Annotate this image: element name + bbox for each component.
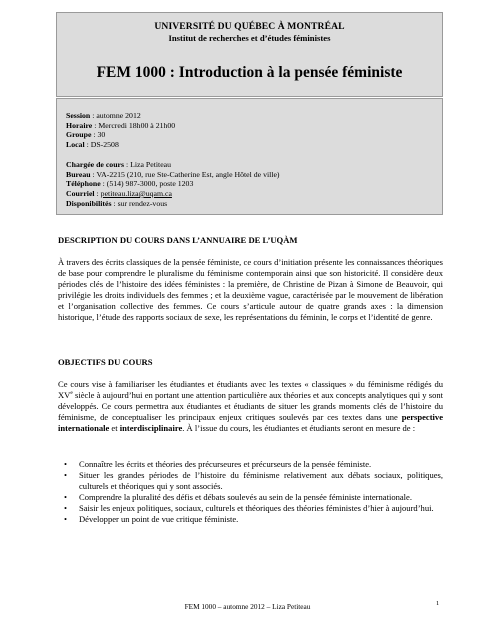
perspective-internationale: perspective internationale	[58, 411, 443, 433]
groupe-value: : 30	[91, 130, 106, 140]
interdisciplinaire: interdisciplinaire	[119, 422, 183, 433]
description-paragraph: À travers des écrits classiques de la pensée féministe, ce cours d’initiation présente les connaissances théoriques de base pour comprendre le pluralisme du féminisme contemporain ainsi que son historicité. Il considère deux périodes clés de l’histoire des idées féministes : la première, de Christine de Pizan à Simone de Beauvoir, qui privilégie les droits individuels des femmes ; et la deuxième vague, caractérisée par le mouvement de libération et l’organisation collective des femmes. Ce cours s’articule autour de quatre grands axes : la dimension historique, l’étude des rapports sociaux de sexe, les représentations du féminin, le corps et l’identité de genre.	[58, 257, 443, 322]
list-item-text: Connaître les écrits et théories des précurseures et précurseurs de la pensée féministe.	[79, 459, 372, 469]
list-item	[58, 470, 443, 492]
objectives-intro-part2: siècle à aujourd’hui en portant une attention particulière aux théories et aux concepts analytiques qui y sont développés. Ce cours permettra aux étudiantes et étudiants de situer les grands moments clés de l’histoire du féminisme, de conceptualiser les principaux enjeux critiques soulevés par ces textes dans une	[58, 389, 443, 422]
session-label: Session	[66, 111, 91, 120]
bureau-value: : VA-2215 (210, rue Ste-Catherine Est, angle Hôtel de ville)	[90, 169, 280, 179]
bullet-icon: •	[64, 513, 67, 524]
dispo-value: : sur rendez-vous	[111, 198, 168, 208]
chargee-label: Chargée de cours	[66, 159, 125, 169]
bullet-icon: •	[64, 469, 67, 480]
university-name: UNIVERSITÉ DU QUÉBEC À MONTRÉAL	[154, 21, 345, 32]
list-item	[58, 503, 443, 514]
list-item-text: Saisir les enjeux politiques, sociaux, culturels et théoriques des théories féministes d’hier à aujourd’hui.	[79, 502, 434, 513]
horaire-value: : Mercredi 18h00 à 21h00	[92, 120, 176, 130]
dispo-line	[66, 199, 442, 209]
objectives-heading: OBJECTIFS DU COURS	[58, 357, 153, 367]
email-link[interactable]: petiteau.liza@uqam.ca	[100, 188, 172, 198]
bullet-icon: •	[64, 459, 67, 469]
dispo-label: Disponibilités	[66, 198, 112, 208]
course-info-box	[56, 98, 443, 215]
objectives-intro-part4: . À l’issue du cours, les étudiantes et étudiants seront en mesure de :	[182, 422, 416, 433]
list-item	[58, 514, 443, 525]
courriel-separator: :	[94, 188, 101, 198]
session-line	[66, 111, 442, 121]
bureau-label: Bureau	[66, 169, 91, 179]
list-item-text: Situer les grandes périodes de l’histoire du féminisme relativement aux débats sociaux, politiques, culturels et théoriques qui y sont associés.	[79, 469, 443, 491]
telephone-label: Téléphone	[66, 179, 101, 189]
local-line	[66, 140, 442, 150]
telephone-line	[66, 179, 442, 189]
courriel-label: Courriel	[66, 188, 95, 198]
century-superscript: e	[70, 390, 73, 397]
groupe-label: Groupe	[66, 130, 92, 140]
bullet-icon: •	[64, 491, 67, 502]
local-label: Local	[66, 140, 85, 150]
page-footer: FEM 1000 – automne 2012 – Liza Petiteau	[184, 602, 311, 611]
bureau-line	[66, 170, 442, 180]
groupe-line	[66, 130, 442, 140]
objectives-list	[58, 459, 443, 524]
horaire-label: Horaire	[66, 120, 93, 130]
objectives-intro-part3: et	[109, 422, 120, 433]
chargee-line	[66, 160, 442, 170]
header-box	[56, 12, 443, 97]
telephone-value: : (514) 987-3000, poste 1203	[100, 179, 194, 189]
page-number: 1	[436, 600, 440, 607]
objectives-intro	[58, 379, 443, 434]
local-value: : DS-2508	[84, 140, 119, 150]
objectives-intro-part1: Ce cours vise à familiariser les étudiantes et étudiants avec les textes « classiques » du féminisme rédigés du XV	[58, 379, 443, 400]
list-item-text: Comprendre la pluralité des défis et débats soulevés au sein de la pensée féministe internationale.	[79, 491, 412, 502]
list-item	[58, 492, 443, 503]
description-heading: DESCRIPTION DU COURS DANS L’ANNUAIRE DE L’UQÀM	[58, 235, 298, 245]
institute-name: Institut de recherches et d’études féministes	[168, 33, 331, 43]
bullet-icon: •	[64, 502, 67, 513]
courriel-line	[66, 189, 442, 199]
chargee-value: : Liza Petiteau	[124, 159, 172, 169]
list-item	[58, 459, 443, 470]
horaire-line	[66, 121, 442, 131]
course-title: FEM 1000 : Introduction à la pensée féministe	[96, 64, 403, 81]
session-value: : automne 2012	[90, 111, 141, 120]
list-item-text: Développer un point de vue critique féministe.	[79, 513, 239, 524]
